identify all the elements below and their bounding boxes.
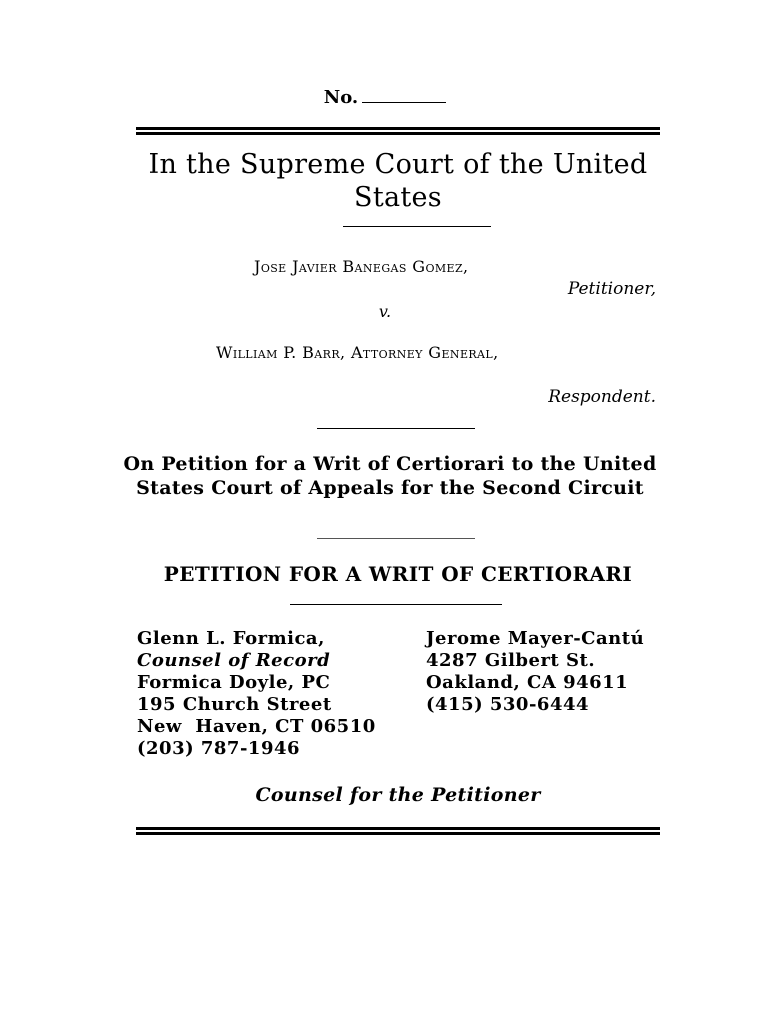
respondent-name: William P. Barr, Attorney General, <box>216 343 499 362</box>
counsel-right-block <box>426 628 644 716</box>
counsel-divider <box>290 604 502 605</box>
petition-divider <box>317 538 475 539</box>
counsel-left-line: Formica Doyle, PC <box>137 672 331 693</box>
court-title: In the Supreme Court of the United States <box>148 149 648 213</box>
parties-divider <box>317 428 475 429</box>
counsel-right-line: Oakland, CA 94611 <box>426 672 629 693</box>
petitioner-name: Jose Javier Banegas Gomez, <box>254 257 469 276</box>
bottom-double-rule <box>136 827 660 837</box>
counsel-left-line: Glenn L. Formica, <box>137 628 325 649</box>
counsel-left-line: (203) 787-1946 <box>137 738 301 759</box>
versus-label: v. <box>378 302 392 321</box>
title-divider <box>343 226 491 227</box>
counsel-right-line: (415) 530-6444 <box>426 694 590 715</box>
docket-number <box>0 86 770 108</box>
counsel-left-block <box>137 628 376 760</box>
respondent-role: Respondent. <box>548 387 656 407</box>
petitioner-role: Petitioner, <box>567 279 656 299</box>
counsel-left-line: 195 Church Street <box>137 694 332 715</box>
docket-blank-line <box>362 86 446 103</box>
counsel-for-petitioner: Counsel for the Petitioner <box>255 784 541 806</box>
counsel-right-line: 4287 Gilbert St. <box>426 650 596 671</box>
on-petition-text: On Petition for a Writ of Certiorari to the United States Court of Appeals for the Second Circuit <box>123 453 657 499</box>
docket-label: No. <box>323 87 359 108</box>
top-double-rule <box>136 127 660 137</box>
counsel-left-line: New Haven, CT 06510 <box>137 716 376 737</box>
counsel-left-line: Counsel of Record <box>137 650 331 671</box>
counsel-right-line: Jerome Mayer-Cantú <box>426 628 645 649</box>
petition-title: PETITION FOR A WRIT OF CERTIORARI <box>163 562 633 586</box>
